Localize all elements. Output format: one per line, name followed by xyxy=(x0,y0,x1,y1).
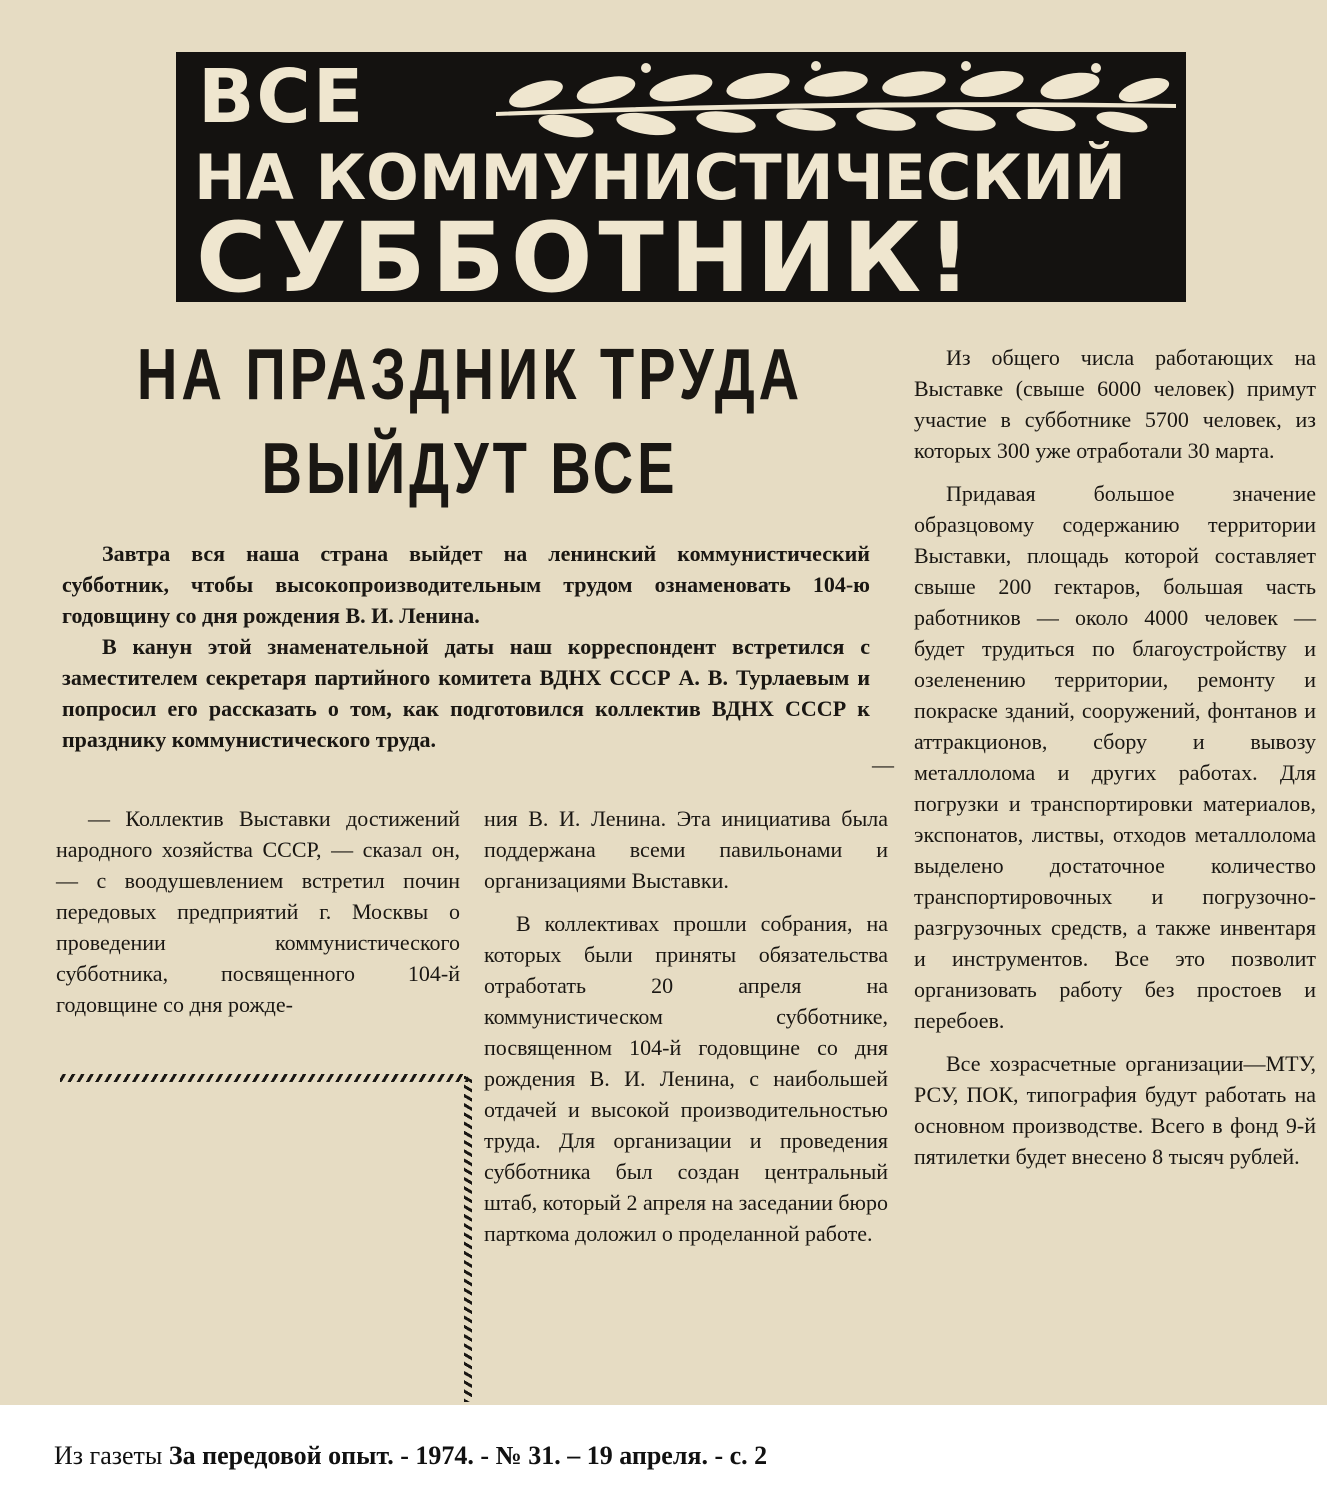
caption-source: За передовой опыт. - 1974. - № 31. – 19 апреля. - с. 2 xyxy=(168,1441,768,1470)
source-caption xyxy=(54,1440,767,1472)
hatched-divider-vertical xyxy=(464,1076,472,1402)
slogan-banner xyxy=(176,52,1186,314)
column3-paragraph-2: Придавая большое значение образцовому содержанию территории Выставки, площадь которой составляет свыше 200 гектаров, большая часть работников — около 4000 человек — будет трудиться по благоустройству и озеленению территории, ремонту и покраске зданий, сооружений, фонтанов и аттракционов, сбору и вывозу металлолома и других работах. Для погрузки и транспортировки материалов, экспонатов, листвы, отходов металлолома выделено достаточное количество транспортировочных и погрузочно-разгрузочных средств, а также инвентаря и инструментов. Все это позволит организовать работу без простоев и перебоев. xyxy=(914,481,1316,1033)
article-column-2 xyxy=(484,803,888,1261)
laurel-branch-icon xyxy=(496,60,1176,140)
column3-paragraph-3: Все хозрасчетные организации—МТУ, РСУ, ПОК, типография будут работать на основном производстве. Всего в фонд 9-й пятилетки будет внесено 8 тысяч рублей. xyxy=(914,1051,1316,1169)
article-lead xyxy=(62,538,870,755)
column3-paragraph-1: Из общего числа работающих на Выставке (свыше 6000 человек) примут участие в субботнике 5700 человек, из которых 300 уже отработали 30 марта. xyxy=(914,345,1316,463)
column1-paragraph-1: — Коллектив Выставки достижений народного хозяйства СССР, — сказал он, — с воодушевлением встретил почин передовых предприятий г. Москвы о проведении коммунистического субботника, посвященного 104-й годовщине со дня рожде- xyxy=(56,806,460,1017)
lead-paragraph-2: В канун этой знаменательной даты наш корреспондент встретился с заместителем секретаря партийного комитета ВДНХ СССР А. В. Турлаевым и попросил его рассказать о том, как подготовился коллектив ВДНХ СССР к празднику коммунистического труда. xyxy=(62,634,870,752)
article-column-1 xyxy=(56,803,460,1032)
banner-line-1: ВСЕ xyxy=(198,54,366,140)
article-column-3 xyxy=(914,342,1316,1184)
headline-line-2: ВЫЙДУТ ВСЕ xyxy=(261,429,679,509)
lead-dash: — xyxy=(872,752,894,777)
lead-paragraph-1: Завтра вся наша страна выйдет на ленинский коммунистический субботник, чтобы высокопроизводительным трудом ознаменовать 104-ю годовщину со дня рождения В. И. Ленина. xyxy=(62,541,870,628)
headline-line-1: НА ПРАЗДНИК ТРУДА xyxy=(136,335,804,415)
banner-line-3: СУББОТНИК! xyxy=(196,202,977,314)
article-headline xyxy=(135,328,806,516)
caption-prefix: Из газеты xyxy=(54,1441,169,1470)
column2-paragraph-2: В коллективах прошли собрания, на которых были приняты обязательства отработать 20 апреля на коммунистическом субботнике, посвященном 104-й годовщине со дня рождения В. И. Ленина, с наибольшей отдачей и высокой производительностью труда. Для организации и проведения субботника был создан центральный штаб, который 2 апреля на заседании бюро парткома доложил о проделанной работе. xyxy=(484,911,888,1246)
column2-paragraph-1: ния В. И. Ленина. Эта инициатива была поддержана всеми павильонами и организациями Выставки. xyxy=(484,806,888,893)
banner-line-2: НА КОММУНИСТИЧЕСКИЙ xyxy=(194,141,1126,214)
hatched-divider-horizontal xyxy=(60,1074,468,1082)
